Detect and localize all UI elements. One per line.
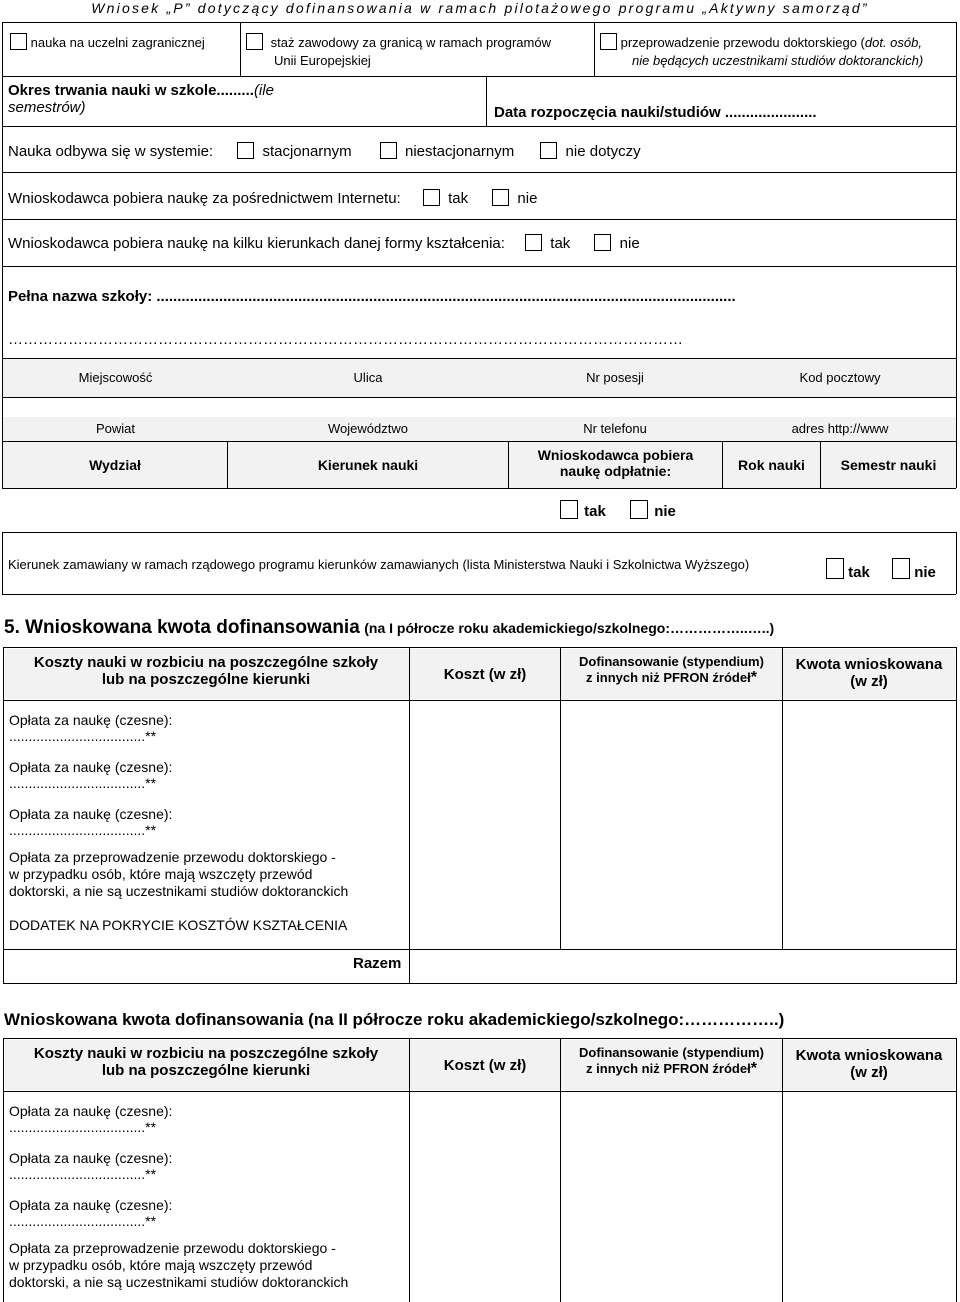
rule xyxy=(2,594,956,595)
rule xyxy=(2,532,956,533)
rule xyxy=(2,488,956,489)
costs-col-4-header: Kwota wnioskowana (w zł) xyxy=(795,1047,943,1081)
option-internship-eu[interactable]: staż zawodowy za granicą w ramach programów Unii Europejskiej xyxy=(246,33,592,68)
rule xyxy=(2,219,956,220)
fee-row: Opłata za naukę (czesne): ...................................** xyxy=(9,1103,173,1135)
checkbox[interactable] xyxy=(600,33,617,50)
checkbox-nie-dotyczy[interactable] xyxy=(540,142,557,159)
ordered-program-label: Kierunek zamawiany w ramach rządowego programu kierunków zamawianych (lista Ministerstwa Nauki i Szkolnictwa Wyższego) xyxy=(8,557,750,572)
checkbox-stacjonarnym[interactable] xyxy=(237,142,254,159)
rule xyxy=(2,126,3,441)
rule xyxy=(3,1091,957,1092)
costs-col-2-header: Koszt (w zł) xyxy=(443,1057,527,1074)
checkbox-internet-no[interactable] xyxy=(492,189,509,206)
ordered-choice: tak nie xyxy=(826,558,956,581)
checkbox-multi-no[interactable] xyxy=(594,234,611,251)
checkbox-ordered-no[interactable] xyxy=(892,558,910,579)
label-rok-nauki: Rok nauki xyxy=(738,457,805,473)
checkbox-paid-yes[interactable] xyxy=(560,500,578,519)
label-semestr-nauki: Semestr nauki xyxy=(840,457,937,473)
label-ulica: Ulica xyxy=(353,370,383,385)
rule xyxy=(782,647,783,949)
checkbox[interactable] xyxy=(10,33,27,50)
rule xyxy=(3,700,957,701)
checkbox-internet-yes[interactable] xyxy=(423,189,440,206)
option-foreign-university[interactable]: nauka na uczelni zagranicznej xyxy=(10,33,238,50)
section-6-title: Wnioskowana kwota dofinansowania (na II półrocze roku akademickiego/szkolnego:……………..) xyxy=(4,1010,785,1029)
checkbox-multi-yes[interactable] xyxy=(525,234,542,251)
internet-row: Wnioskodawca pobiera naukę za pośrednictwem Internetu: tak nie xyxy=(8,190,538,207)
doctoral-fee-row: Opłata za przeprowadzenie przewodu doktorskiego - w przypadku osób, które mają wszczęty przewód doktorski, a nie są uczestnikami studiów doktoranckich xyxy=(9,1240,349,1290)
rule xyxy=(2,172,956,173)
costs-col-4-header: Kwota wnioskowana (w zł) xyxy=(795,656,943,690)
option-doctoral[interactable]: przeprowadzenie przewodu doktorskiego (dot. osób, nie będących uczestnikami studiów doktoranckich) xyxy=(600,33,954,68)
label-nr-telefonu: Nr telefonu xyxy=(583,421,647,436)
costs-col-3-header: Dofinansowanie (stypendium) z innych niż PFRON źródeł* xyxy=(579,1045,764,1077)
label-miejscowosc: Miejscowość xyxy=(78,370,153,385)
rule xyxy=(560,647,561,949)
rule xyxy=(956,532,957,594)
paid-choice: tak nie xyxy=(560,500,720,520)
fee-row: Opłata za naukę (czesne): ...................................** xyxy=(9,759,173,791)
checkbox[interactable] xyxy=(246,33,263,50)
checkbox-ordered-yes[interactable] xyxy=(826,558,844,579)
label-nr-posesji: Nr posesji xyxy=(586,370,644,385)
costs-col-2-header: Koszt (w zł) xyxy=(443,666,527,683)
rule xyxy=(956,441,957,488)
rule xyxy=(2,22,3,126)
fee-row: Opłata za naukę (czesne): ...................................** xyxy=(9,806,173,838)
rule xyxy=(956,22,957,126)
rule xyxy=(2,126,956,127)
rule xyxy=(2,22,956,23)
fee-row: Opłata za naukę (czesne): ...................................** xyxy=(9,1150,173,1182)
costs-col-1-header: Koszty nauki w rozbiciu na poszczególne szkoły lub na poszczególne kierunki xyxy=(33,654,379,688)
rule xyxy=(2,397,956,398)
rule xyxy=(2,76,956,77)
rule xyxy=(240,22,241,76)
fee-row: Opłata za naukę (czesne): ...................................** xyxy=(9,1197,173,1229)
checkbox-paid-no[interactable] xyxy=(630,500,648,519)
doctoral-fee-row: Opłata za przeprowadzenie przewodu doktorskiego - w przypadku osób, które mają wszczęty przewód doktorski, a nie są uczestnikami studiów doktoranckich xyxy=(9,849,349,899)
rule xyxy=(956,126,957,441)
label-kierunek: Kierunek nauki xyxy=(317,457,419,473)
label-wojewodztwo: Województwo xyxy=(328,421,408,436)
system-row: Nauka odbywa się w systemie: stacjonarnym niestacjonarnym nie dotyczy xyxy=(8,143,641,160)
multi-row: Wnioskodawca pobiera naukę na kilku kierunkach danej formy kształcenia: tak nie xyxy=(8,235,640,252)
rule xyxy=(2,266,956,267)
label-kod-pocztowy: Kod pocztowy xyxy=(799,370,881,385)
checkbox-niestacjonarnym[interactable] xyxy=(380,142,397,159)
start-date-label: Data rozpoczęcia nauki/studiów ...................... xyxy=(494,104,817,121)
rule xyxy=(3,949,957,950)
extra-cost-row: DODATEK NA POKRYCIE KOSZTÓW KSZTAŁCENIA xyxy=(9,917,348,933)
label-wydzial: Wydział xyxy=(89,457,141,473)
label-odplatnie: Wnioskodawca pobiera naukę odpłatnie: xyxy=(537,447,694,479)
rule xyxy=(594,22,595,76)
section-5-title: 5. Wnioskowana kwota dofinansowania (na I półrocze roku akademickiego/szkolnego:……………..…..) xyxy=(4,617,775,638)
rule xyxy=(486,76,487,126)
document-header: Wniosek „P” dotyczący dofinansowania w ramach pilotażowego programu „Aktywny samorząd” xyxy=(91,0,869,16)
duration-label: Okres trwania nauki w szkole.........(ile semestrów) xyxy=(8,82,274,116)
school-name-dots: ……………………………………………………………………………………………………………………… xyxy=(8,331,683,348)
costs-col-1-header: Koszty nauki w rozbiciu na poszczególne szkoły lub na poszczególne kierunki xyxy=(33,1045,379,1079)
label-adres-www: adres http://www xyxy=(791,421,889,436)
total-label: Razem xyxy=(353,955,402,972)
rule xyxy=(409,1038,410,1302)
rule xyxy=(2,532,3,594)
rule xyxy=(409,647,410,984)
school-name-label: Pełna nazwa szkoły: ........................................................................................................................................... xyxy=(8,288,736,305)
costs-col-3-header: Dofinansowanie (stypendium) z innych niż PFRON źródeł* xyxy=(579,654,764,686)
fee-row: Opłata za naukę (czesne): ...................................** xyxy=(9,712,173,744)
label-powiat: Powiat xyxy=(95,421,136,436)
